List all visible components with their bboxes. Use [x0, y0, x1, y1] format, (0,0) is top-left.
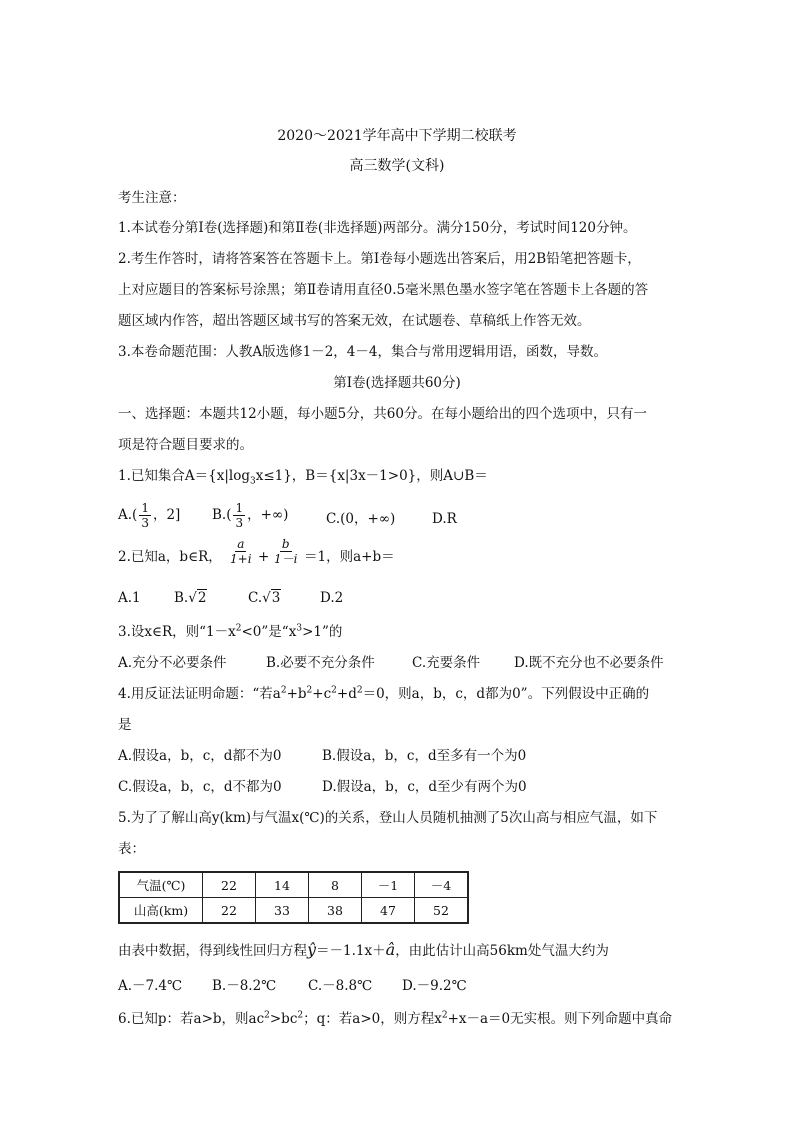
q1-subscript: 3: [249, 476, 256, 487]
q6-stem-part: >bc: [269, 1011, 298, 1027]
section-intro-b: 项是符合题目要求的。: [118, 437, 253, 453]
q3-option-d[interactable]: D.既不充分也不必要条件: [514, 655, 664, 671]
exam-title: 2020～2021学年高中下学期二校联考: [277, 128, 517, 144]
notice-item-1: 1.本试卷分第Ⅰ卷(选择题)和第Ⅱ卷(非选择题)两部分。满分150分，考试时间120分钟。: [118, 220, 637, 236]
q1-stem-part: 1.已知集合A＝{x|log: [118, 468, 250, 484]
q5-y-hat: ŷ: [307, 940, 317, 959]
q4-stem-part: 4.用反证法证明命题：“若a: [118, 686, 281, 702]
table-cell: 33: [256, 898, 309, 924]
table-row: [119, 898, 468, 924]
question-3-stem: [118, 622, 342, 642]
q6-stem-part: 6.已知p：若a>b，则ac: [118, 1011, 265, 1027]
sqrt-radicand: 3: [271, 590, 281, 606]
q4-superscript: 2: [356, 685, 363, 696]
q2-fraction-a: [228, 537, 254, 566]
table-cell: 22: [203, 872, 256, 898]
fraction-denominator: 3: [235, 516, 244, 530]
fraction-denominator: 1+i: [230, 552, 252, 566]
q6-stem-part: ；q：若a>0，则方程x: [303, 1011, 442, 1027]
q4-option-a[interactable]: A.假设a，b，c，d都不为0: [118, 748, 282, 764]
section-intro-a: 一、选择题：本题共12小题，每小题5分，共60分。在每小题给出的四个选项中，只有一: [118, 406, 647, 422]
q5-text-part: ，由此估计山高56km处气温大约为: [395, 943, 609, 959]
table-cell: 47: [362, 898, 415, 924]
table-row: [119, 872, 468, 898]
q1-opt-b-fraction: [233, 501, 245, 530]
q5-option-a[interactable]: A.－7.4℃: [118, 978, 183, 994]
q3-stem-part: <0”是“x: [241, 624, 297, 640]
notice-item-3: 3.本卷命题范围：人教A版选修1－2，4－4，集合与常用逻辑用语，函数，导数。: [118, 344, 607, 360]
fraction-numerator: b: [281, 537, 290, 551]
q4-superscript: 2: [280, 685, 287, 696]
q1-option-c[interactable]: C.(0，+∞): [326, 511, 396, 527]
table-cell: 14: [256, 872, 309, 898]
question-4-stem-b: 是: [118, 717, 132, 733]
q2-opt-c-pre: C.: [248, 590, 263, 606]
q2-option-a[interactable]: A.1: [118, 590, 141, 606]
fraction-denominator: 3: [141, 516, 149, 530]
q2-plus: +: [258, 549, 270, 565]
q4-stem-part: +d: [336, 686, 357, 702]
q6-stem-part: +x－a＝0无实根。则下列命题中真命: [447, 1011, 673, 1027]
table-row-header: 气温(℃): [119, 872, 203, 898]
question-1-stem: [118, 466, 488, 486]
q4-superscript: 2: [306, 685, 313, 696]
q6-superscript: 2: [264, 1010, 270, 1021]
fraction-numerator: 1: [235, 501, 244, 515]
table-row-header: 山高(km): [119, 898, 203, 924]
q4-stem-part: +b: [286, 686, 307, 702]
q2-stem-part: 2.已知a，b∈R，: [118, 549, 222, 565]
q3-superscript: 3: [296, 623, 303, 634]
fraction-numerator: a: [237, 537, 245, 551]
q4-stem-part: +c: [312, 686, 332, 702]
q4-option-b[interactable]: B.假设a，b，c，d至多有一个为0: [322, 748, 527, 764]
notice-item-2c: 题区域内作答，超出答题区域书写的答案无效，在试题卷、草稿纸上作答无效。: [118, 313, 591, 329]
notice-item-2a: 2.考生作答时，请将答案答在答题卡上。第Ⅰ卷每小题选出答案后，用2B铅笔把答题卡，: [118, 251, 641, 267]
question-5-stem-b: 表：: [118, 841, 145, 857]
temperature-height-table: [118, 871, 469, 924]
q3-stem-part: 3.设x∈R，则“1－x: [118, 624, 236, 640]
table-cell: 38: [309, 898, 362, 924]
q2-stem-part: ＝1，则a+b＝: [304, 549, 395, 565]
table-cell: 8: [309, 872, 362, 898]
q5-option-d[interactable]: D.－9.2℃: [402, 978, 467, 994]
q5-option-b[interactable]: B.－8.2℃: [212, 978, 277, 994]
q1-option-a[interactable]: [118, 501, 180, 530]
q1-option-d[interactable]: D.R: [432, 511, 457, 527]
q2-option-d[interactable]: D.2: [320, 590, 344, 606]
question-5-regression: [118, 940, 609, 961]
q1-opt-a-post: ，2]: [152, 507, 181, 523]
sqrt-radicand: 2: [197, 590, 207, 606]
q1-opt-a-fraction: [139, 501, 151, 530]
q1-opt-a-pre: A.(: [118, 507, 138, 523]
q5-text-part: 由表中数据，得到线性回归方程: [118, 943, 307, 959]
q3-option-b[interactable]: B.必要不充分条件: [266, 655, 375, 671]
q1-option-b[interactable]: [212, 501, 288, 530]
q3-option-a[interactable]: A.充分不必要条件: [118, 655, 227, 671]
q2-option-c[interactable]: [248, 588, 281, 608]
q4-option-c[interactable]: C.假设a，b，c，d不都为0: [118, 779, 282, 795]
table-cell: －1: [362, 872, 415, 898]
table-cell: －4: [415, 872, 469, 898]
q1-stem-part: x≤1}，B＝{x|3x－1>0}，则A∪B＝: [255, 468, 488, 484]
question-6-stem: [118, 1009, 672, 1029]
q4-stem-part: ＝0，则a，b，c，d都为0”。下列假设中正确的: [362, 686, 650, 702]
q2-option-b[interactable]: [174, 588, 207, 608]
q3-stem-part: >1”的: [302, 624, 343, 640]
question-4-stem: [118, 684, 649, 704]
q5-a-hat: â: [385, 940, 396, 959]
q6-superscript: 2: [297, 1010, 304, 1021]
q6-superscript: 2: [441, 1010, 448, 1021]
section-heading: 第Ⅰ卷(选择题共60分): [333, 375, 461, 391]
table-cell: 22: [203, 898, 256, 924]
fraction-numerator: 1: [141, 501, 149, 515]
q4-option-d[interactable]: D.假设a，b，c，d至少有两个为0: [322, 779, 527, 795]
table-cell: 52: [415, 898, 469, 924]
q4-superscript: 2: [331, 685, 337, 696]
q1-opt-b-pre: B.(: [212, 507, 232, 523]
notice-item-2b: 上对应题目的答案标号涂黑；第Ⅱ卷请用直径0.5毫米黑色墨水签字笔在答题卡上各题的答: [118, 282, 649, 298]
q3-superscript: 2: [235, 623, 242, 634]
q2-fraction-b: [272, 537, 299, 566]
sqrt-icon: √3: [262, 590, 281, 606]
q2-opt-b-pre: B.: [174, 590, 189, 606]
exam-subtitle: 高三数学(文科): [349, 158, 445, 174]
question-5-stem-a: 5.为了了解山高y(km)与气温x(℃)的关系，登山人员随机抽测了5次山高与相应气温，如下: [118, 810, 658, 826]
sqrt-icon: √2: [188, 590, 207, 606]
q1-opt-b-post: ，+∞): [247, 507, 289, 523]
q5-equation: ＝－1.1x＋: [316, 943, 386, 959]
q5-option-c[interactable]: C.－8.8℃: [308, 978, 373, 994]
q3-option-c[interactable]: C.充要条件: [412, 655, 481, 671]
fraction-denominator: 1－i: [274, 552, 298, 566]
notice-heading: 考生注意：: [118, 190, 186, 206]
